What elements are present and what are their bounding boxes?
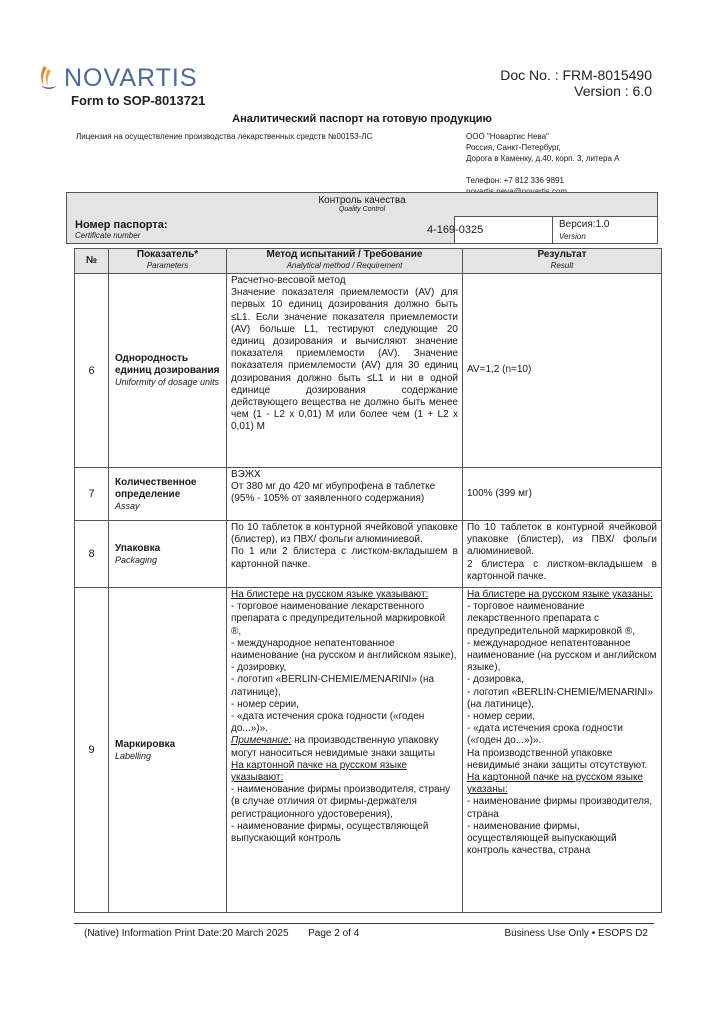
- result-item: - международное непатентованное наименование (на русском и английском языке),: [467, 637, 657, 674]
- certificate-row: [66, 216, 658, 244]
- result-item: На производственной упаковке невидимые знаки защиты отсутствуют.: [467, 747, 648, 771]
- param-name-en: Uniformity of dosage units: [115, 377, 220, 387]
- header-param-label: Показатель*: [136, 249, 199, 260]
- result-subheading: На блистере на русском языке указаны:: [467, 589, 653, 600]
- row-9-result: [462, 587, 662, 913]
- param-name: Маркировка: [115, 738, 176, 750]
- result-line: 2 блистера с листком-вкладышем в картонной пачке.: [467, 558, 657, 582]
- result-item: - «дата истечения срока годности («годен до...»)».: [467, 723, 623, 747]
- method-item: - «дата истечения срока годности («годен до...»)».: [231, 711, 425, 735]
- row-6-result: AV=1,2 (n=10): [462, 273, 662, 468]
- row-8-parameter: [108, 520, 227, 588]
- method-line: По 1 или 2 блистера с листком-вкладышем в картонной пачке.: [231, 546, 458, 570]
- method-line: Значение показателя приемлемости (AV) для первых 10 единиц дозирования должно быть ≤L1. Если значение показателя приемлемости (AV) больше L1, тестируют следующие 20 единиц дозирования и вычисляют значение показателя приемлемости (AV). Значение показателя приемлемости (AV) для 30 единиц дозирования должно быть ≤L1 и ни в одной единице дозирования содержание действующего вещества не должно быть менее чем (1 - L2 x 0,01) M или более чем (1 + L2 x 0,01) M: [231, 287, 458, 433]
- company-line: ООО "Новартис Нева": [466, 132, 549, 141]
- header-result: [462, 248, 662, 274]
- document-title: Аналитический паспорт на готовую продукцию: [232, 113, 492, 125]
- company-line: Дорога в Каменку, д.40, корп. 3, литера А: [466, 154, 620, 163]
- print-date: (Native) Information Print Date:20 March 2025: [84, 928, 289, 939]
- row-6-num: 6: [74, 273, 109, 468]
- company-address: [466, 131, 619, 197]
- method-note: [231, 735, 458, 759]
- method-item: - номер серии,: [231, 698, 300, 710]
- header-param-label-en: Parameters: [146, 261, 189, 270]
- note-text: на производственную упаковку могут наноситься невидимые знаки защиты: [231, 735, 439, 759]
- param-name: Однородность единиц дозирования: [115, 353, 220, 376]
- header-method: [226, 248, 463, 274]
- certificate-divider: [552, 216, 553, 243]
- logo-text: NOVARTIS: [64, 63, 198, 92]
- row-8-num: 8: [74, 520, 109, 588]
- method-subheading: На картонной пачке на русском языке указывают:: [231, 759, 407, 784]
- license-text: Лицензия на осуществление производства лекарственных средств №00153-ЛС: [76, 132, 373, 141]
- quality-control-header: [66, 192, 658, 217]
- certificate-label-cell: [67, 216, 455, 243]
- form-reference: Form to SOP-8013721: [71, 93, 206, 108]
- document-number-block: [500, 67, 652, 99]
- row-6-method: [226, 273, 463, 468]
- row-7-method: [226, 467, 463, 521]
- row-9-parameter: [108, 587, 227, 913]
- novartis-logo: [38, 64, 198, 92]
- certificate-version: [559, 219, 609, 243]
- param-name-en: Assay: [115, 500, 140, 511]
- row-7-result: 100% (399 мг): [462, 467, 662, 521]
- header-result-label: Результат: [537, 249, 587, 260]
- company-phone: Телефон: +7 812 336 9891: [466, 176, 564, 185]
- method-subheading: На блистере на русском языке указывают:: [231, 589, 429, 600]
- param-name-en: Packaging: [115, 554, 158, 565]
- version-label: Версия:1.0: [559, 219, 610, 230]
- result-item: - номер серии,: [467, 711, 536, 723]
- method-line: От 380 мг до 420 мг ибупрофена в таблетке (95% - 105% от заявленного содержания): [231, 481, 436, 505]
- method-item: - наименование фирмы производителя, страну (в случае отличия от фирмы-держателя регистрационного удостоверения),: [231, 784, 451, 820]
- result-item: - дозировка,: [467, 674, 524, 686]
- param-name: Количественное определение: [115, 476, 197, 500]
- company-line: [466, 164, 619, 175]
- document-version: Version : 6.0: [574, 83, 652, 99]
- param-name-en: Labelling: [115, 750, 152, 761]
- result-item: - логотип «BERLIN-CHEMIE/MENARINI» (на латинице),: [467, 686, 653, 710]
- footer-print-info: [84, 928, 359, 939]
- method-item: - дозировку,: [231, 662, 287, 674]
- certificate-number: 4-169-0325: [427, 224, 484, 236]
- method-item: - торговое наименование лекарственного препарата с предупредительной маркировкой ®,: [231, 601, 446, 637]
- header-result-label-en: Result: [550, 261, 574, 270]
- method-item: - логотип «BERLIN-CHEMIE/MENARINI» (на латинице),: [231, 674, 435, 698]
- param-name: Упаковка: [115, 542, 161, 554]
- result-line: По 10 таблеток в контурной ячейковой упаковке (блистер), из ПВХ/ фольги алюминиевой.: [467, 522, 657, 558]
- version-label-en: Version: [559, 232, 586, 241]
- row-9-method: [226, 587, 463, 913]
- method-item: - наименование фирмы, осуществляющей выпускающий контроль: [231, 820, 429, 845]
- method-line: Расчетно-весовой метод: [231, 275, 346, 286]
- row-7-num: 7: [74, 467, 109, 521]
- footer-classification: Business Use Only • ESOPS D2: [504, 928, 648, 939]
- row-8-result: [462, 520, 662, 588]
- result-item: - торговое наименование лекарственного препарата с предупредительной маркировкой ®,: [467, 601, 636, 637]
- qc-title: Контроль качества: [318, 195, 406, 206]
- method-line: ВЭЖХ: [231, 469, 261, 480]
- row-9-num: 9: [74, 587, 109, 913]
- header-method-label-en: Analytical method / Requirement: [286, 261, 403, 270]
- method-line: По 10 таблеток в контурной ячейковой упаковке (блистер), из ПВХ/ фольги алюминиевой.: [231, 522, 458, 546]
- footer-divider: [74, 923, 654, 924]
- header-parameters: [108, 248, 227, 274]
- header-num: №: [74, 248, 109, 274]
- row-7-parameter: [108, 467, 227, 521]
- note-label: Примечание:: [231, 735, 292, 747]
- certificate-label: Номер паспорта:: [75, 219, 168, 231]
- result-item: - наименование фирмы, осуществляющей выпускающий контроль качества, страна: [467, 820, 617, 857]
- row-8-method: [226, 520, 463, 588]
- method-item: - международное непатентованное наименование (на русском и английском языке),: [231, 637, 457, 662]
- result-item: - наименование фирмы производителя, страна: [467, 796, 653, 820]
- qc-subtitle: Quality Control: [338, 206, 386, 213]
- header-method-label: Метод испытаний / Требование: [266, 249, 423, 260]
- document-number: Doc No. : FRM-8015490: [500, 67, 652, 83]
- certificate-label-en: Certificate number: [75, 231, 141, 240]
- results-table: [74, 248, 662, 913]
- row-6-parameter: [108, 273, 227, 468]
- result-subheading: На картонной пачке на русском языке указаны:: [467, 772, 643, 796]
- novartis-flame-icon: [38, 64, 60, 92]
- company-line: Россия, Санкт-Петербург,: [466, 143, 561, 152]
- page-number: Page 2 of 4: [308, 928, 360, 939]
